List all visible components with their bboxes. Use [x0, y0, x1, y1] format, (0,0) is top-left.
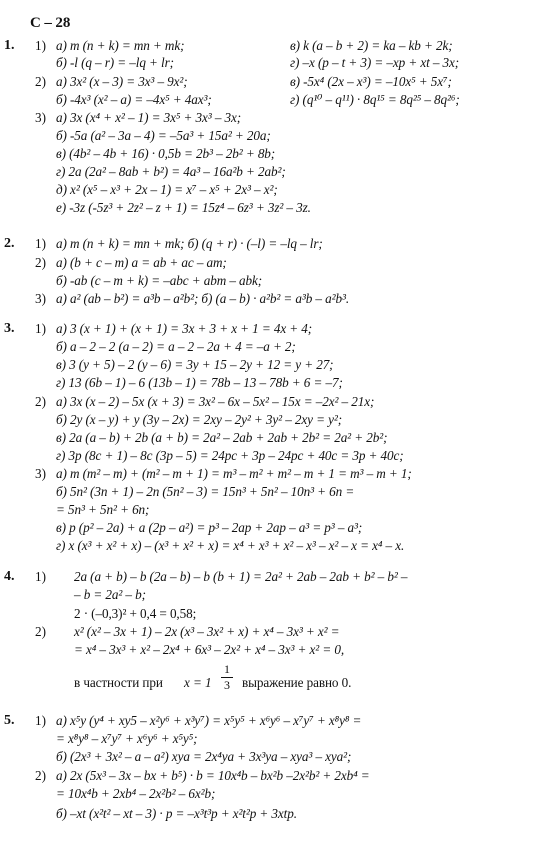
equation-line: а) (b + c – m) a = ab + ac – am;: [56, 255, 227, 270]
sub-number: 2): [35, 394, 46, 409]
equation-line: г) 2a (2a² – 8ab + b²) = 4a³ – 16a²b + 2ab²;: [56, 164, 286, 179]
fraction-numerator: 1: [224, 662, 230, 676]
problem-number: 4.: [4, 569, 15, 584]
equation-line: а) x⁵y (y⁴ + xy5 – x²y⁶ + x³y⁷) = x⁵y⁵ + x⁶y⁶ – x⁷y⁷ + x⁸y⁸ =: [56, 713, 362, 728]
equation-line: в) 3 (y + 5) – 2 (y – 6) = 3y + 15 – 2y + 12 = y + 27;: [56, 357, 334, 372]
equation-line: б) –xt (x²t² – xt – 3) · p = –x³t³p + x²t²p + 3xtp.: [56, 806, 297, 821]
equation-line: б) -ab (c – m + k) = –abc + abm – abk;: [56, 273, 263, 288]
problem-number: 3.: [4, 321, 15, 336]
equation-line: г) 13 (6b – 1) – 6 (13b – 1) = 78b – 13 – 78b + 6 = –7;: [56, 375, 343, 390]
problem-number: 5.: [4, 713, 15, 728]
equation-line: = 5n³ + 5n² + 6n;: [56, 502, 150, 517]
equation-line: 2 · (–0,3)² + 0,4 = 0,58;: [74, 606, 197, 621]
equation-line: а) m (m² – m) + (m² – m + 1) = m³ – m² + m² – m + 1 = m³ – m + 1;: [56, 466, 412, 481]
equation-line: а) 2x (5x³ – 3x – bx + b⁵) · b = 10x⁴b – bx²b –2x²b² + 2xb⁴ =: [56, 768, 370, 783]
sub-number: 1): [35, 713, 46, 728]
equation-line: б) (2x³ + 3x² – a – a²) xya = 2x⁴ya + 3x³ya – xya³ – xya²;: [56, 749, 352, 764]
equation-line: а) m (n + k) = mn + mk;: [56, 38, 185, 53]
equation-line: г) –x (p – t + 3) = –xp + xt – 3x;: [290, 55, 460, 70]
equation-line: а) 3 (x + 1) + (x + 1) = 3x + 3 + x + 1 = 4x + 4;: [56, 321, 313, 336]
problem-number: 1.: [4, 38, 15, 53]
sub-number: 1): [35, 321, 46, 336]
sub-number: 2): [35, 74, 46, 89]
sub-number: 2): [35, 768, 46, 783]
equation-line: г) (q¹⁰ – q¹¹) · 8q¹⁵ = 8q²⁵ – 8q²⁶;: [290, 92, 460, 107]
equation-line: г) 3p (8c + 1) – 8c (3p – 5) = 24pc + 3p – 24pc + 40c = 3p + 40c;: [56, 448, 404, 463]
equation-line: б) -l (q – r) = –lq + lr;: [56, 55, 174, 70]
equation-line: а) 3x (x⁴ + x² – 1) = 3x⁵ + 3x³ – 3x;: [56, 110, 242, 125]
page-title: С – 28: [30, 15, 71, 31]
equation-line: д) x² (x⁵ – x³ + 2x – 1) = x⁷ – x⁵ + 2x³ – x²;: [56, 182, 278, 197]
equation-line: е) -3z (-5z³ + 2z² – z + 1) = 15z⁴ – 6z³ + 3z² – 3z.: [56, 200, 311, 215]
sub-number: 2): [35, 255, 46, 270]
equation-line: а) a² (ab – b²) = a³b – a²b²; б) (a – b) · a²b² = a³b – a²b³.: [56, 291, 350, 306]
equation-line: а) 3x² (x – 3) = 3x³ – 9x²;: [56, 74, 188, 89]
equation-line: – b = 2a² – b;: [74, 587, 146, 602]
equation-line: = x⁸y⁸ – x⁷y⁷ + x⁶y⁶ + x⁵y⁵;: [56, 731, 198, 746]
equation-line: б) -4x³ (x² – a) = –4x⁵ + 4ax³;: [56, 92, 212, 107]
equation-line: в) k (a – b + 2) = ka – kb + 2k;: [290, 38, 453, 53]
sub-number: 3): [35, 291, 46, 306]
equation-line: а) 3x (x – 2) – 5x (x + 3) = 3x² – 6x – 5x² – 15x = –2x² – 21x;: [56, 394, 375, 409]
fraction-denominator: 3: [224, 678, 230, 692]
note-text: в частности при: [74, 675, 163, 690]
equation-line: а) m (n + k) = mn + mk; б) (q + r) · (–l) = –lq – lr;: [56, 236, 323, 251]
sub-number: 2): [35, 624, 46, 639]
sub-number: 1): [35, 569, 46, 584]
fraction-one-third: [221, 663, 233, 692]
equation-line: в) 2a (a – b) + 2b (a + b) = 2a² – 2ab + 2ab + 2b² = 2a² + 2b²;: [56, 430, 388, 445]
note-variable: x = 1: [184, 675, 212, 690]
equation-line: г) x (x³ + x² + x) – (x³ + x² + x) = x⁴ + x³ + x² – x³ – x² – x = x⁴ – x.: [56, 538, 405, 553]
equation-line: в) -5x⁴ (2x – x³) = –10x⁵ + 5x⁷;: [290, 74, 452, 89]
equation-line: в) p (p² – 2a) + a (2p – a²) = p³ – 2ap + 2ap – a³ = p³ – a³;: [56, 520, 363, 535]
problem-number: 2.: [4, 236, 15, 251]
equation-line: = x⁴ – 3x³ + x² – 2x⁴ + 6x³ – 2x² + x⁴ – 3x³ + x² = 0,: [74, 642, 345, 657]
sub-number: 1): [35, 236, 46, 251]
sub-number: 1): [35, 38, 46, 53]
equation-line: в) (4b² – 4b + 16) · 0,5b = 2b³ – 2b² + 8b;: [56, 146, 276, 161]
sub-number: 3): [35, 466, 46, 481]
sub-number: 3): [35, 110, 46, 125]
equation-line: x² (x² – 3x + 1) – 2x (x³ – 3x² + x) + x⁴ – 3x³ + x² =: [74, 624, 340, 639]
equation-line: б) 2y (x – y) + y (3y – 2x) = 2xy – 2y² + 3y² – 2xy = y²;: [56, 412, 343, 427]
equation-line: б) 5n² (3n + 1) – 2n (5n² – 3) = 15n³ + 5n² – 10n³ + 6n =: [56, 484, 355, 499]
equation-line: = 10x⁴b + 2xb⁴ – 2x²b² – 6x²b;: [56, 786, 216, 801]
note-text: выражение равно 0.: [242, 675, 352, 690]
equation-line: б) -5a (a² – 3a – 4) = –5a³ + 15a² + 20a;: [56, 128, 271, 143]
equation-line: 2a (a + b) – b (2a – b) – b (b + 1) = 2a² + 2ab – 2ab + b² – b² –: [74, 569, 408, 584]
equation-line: б) a – 2 – 2 (a – 2) = a – 2 – 2a + 4 = –a + 2;: [56, 339, 296, 354]
